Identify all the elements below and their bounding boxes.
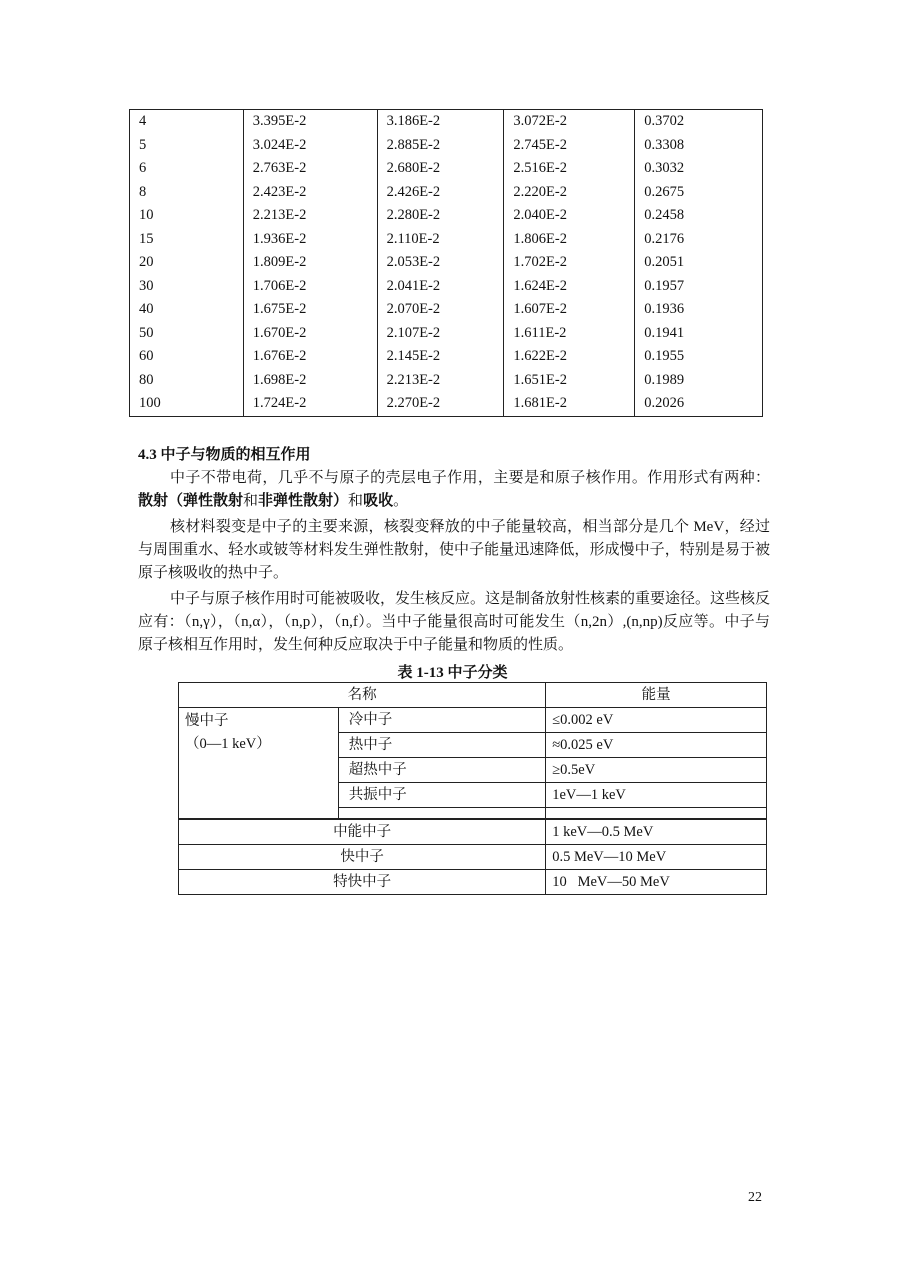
value-cell: 1.706E-2 (243, 275, 377, 299)
paragraph-3 (138, 588, 770, 657)
energy-cell: 80 (130, 369, 244, 393)
energy-cell: 50 (130, 322, 244, 346)
value-cell: 1.670E-2 (243, 322, 377, 346)
slow-neutron-label: 慢中子 (185, 713, 229, 729)
table-caption: 表 1-13 中子分类 (397, 665, 508, 681)
value-cell: 3.186E-2 (377, 110, 504, 134)
slow-neutron-range: （0—1 keV） (185, 736, 271, 752)
energy-cell: 10 (130, 204, 244, 228)
paragraph-1 (138, 467, 770, 513)
table-row (179, 819, 767, 845)
value-cell: 0.3702 (635, 110, 763, 134)
table-row (130, 134, 763, 158)
value-cell: 0.1989 (635, 369, 763, 393)
p1-text: 中子不带电荷，几乎不与原子的壳层电子作用，主要是和原子核作用。作用形式有两种： (170, 470, 770, 486)
value-cell: 1.806E-2 (504, 228, 635, 252)
table-row (130, 110, 763, 134)
value-cell: 2.213E-2 (243, 204, 377, 228)
value-cell: 1.651E-2 (504, 369, 635, 393)
value-cell: 0.2051 (635, 251, 763, 275)
table-row (130, 228, 763, 252)
value-cell: 2.220E-2 (504, 181, 635, 205)
value-cell: 1.724E-2 (243, 392, 377, 416)
slow-row-energy: ≈0.025 eV (546, 733, 767, 758)
value-cell: 0.2675 (635, 181, 763, 205)
value-cell: 1.702E-2 (504, 251, 635, 275)
value-cell: 1.681E-2 (504, 392, 635, 416)
value-cell: 2.426E-2 (377, 181, 504, 205)
value-cell: 0.1957 (635, 275, 763, 299)
table-row (130, 157, 763, 181)
value-cell: 2.885E-2 (377, 134, 504, 158)
value-cell: 2.763E-2 (243, 157, 377, 181)
p1-end: 。 (393, 493, 409, 509)
other-row-name: 中能中子 (179, 819, 546, 845)
value-cell: 1.676E-2 (243, 345, 377, 369)
energy-cell: 40 (130, 298, 244, 322)
value-cell: 3.395E-2 (243, 110, 377, 134)
attenuation-data-table (129, 109, 763, 417)
other-row-energy: 1 keV—0.5 MeV (546, 819, 767, 845)
other-row-name: 快中子 (179, 845, 546, 870)
p1-bold-inelastic: 非弹性散射） (258, 493, 349, 509)
value-cell: 2.516E-2 (504, 157, 635, 181)
energy-cell: 100 (130, 392, 244, 416)
value-cell: 1.809E-2 (243, 251, 377, 275)
spacer-cell (338, 808, 546, 820)
spacer-cell (546, 808, 767, 820)
value-cell: 0.2458 (635, 204, 763, 228)
value-cell: 1.622E-2 (504, 345, 635, 369)
table-row (130, 204, 763, 228)
p1-bold-absorb: 吸收 (363, 493, 394, 509)
value-cell: 2.280E-2 (377, 204, 504, 228)
value-cell: 2.213E-2 (377, 369, 504, 393)
p3-text: 中子与原子核作用时可能被吸收，发生核反应。这是制备放射性核素的重要途径。这些核反应有：（n,γ），（n,α），（n,p），（n,f）。当中子能量很高时可能发生（n,2n）,(n,np)反应等。中子与原子核相互作用时，发生何种反应取决于中子能量和物质的性质。 (138, 591, 771, 653)
other-row-name: 特快中子 (179, 870, 546, 895)
energy-cell: 15 (130, 228, 244, 252)
value-cell: 0.1955 (635, 345, 763, 369)
energy-cell: 6 (130, 157, 244, 181)
neutron-classification-table (178, 682, 767, 895)
slow-row-name: 冷中子 (338, 708, 546, 733)
table-row (130, 392, 763, 416)
table-row (130, 251, 763, 275)
table-row (179, 708, 767, 733)
value-cell: 2.053E-2 (377, 251, 504, 275)
energy-cell: 5 (130, 134, 244, 158)
slow-row-name: 共振中子 (338, 783, 546, 808)
value-cell: 2.040E-2 (504, 204, 635, 228)
value-cell: 0.3032 (635, 157, 763, 181)
slow-row-energy: 1eV—1 keV (546, 783, 767, 808)
slow-row-energy: ≤0.002 eV (546, 708, 767, 733)
other-row-energy: 0.5 MeV—10 MeV (546, 845, 767, 870)
value-cell: 2.110E-2 (377, 228, 504, 252)
energy-cell: 30 (130, 275, 244, 299)
value-cell: 2.107E-2 (377, 322, 504, 346)
value-cell: 1.675E-2 (243, 298, 377, 322)
table-row (130, 322, 763, 346)
header-energy: 能量 (546, 683, 767, 708)
value-cell: 1.698E-2 (243, 369, 377, 393)
table-row (130, 275, 763, 299)
p2-text: 核材料裂变是中子的主要来源，核裂变释放的中子能量较高，相当部分是几个 MeV，经过与周围重水、轻水或铍等材料发生弹性散射，使中子能量迅速降低，形成慢中子，特别是易于被原子核吸收的热中子。 (138, 519, 770, 581)
p1-bold-scatter: 散射（弹性散射 (138, 493, 244, 509)
table-row (130, 345, 763, 369)
energy-cell: 8 (130, 181, 244, 205)
value-cell: 2.270E-2 (377, 392, 504, 416)
table-row (130, 369, 763, 393)
table-row (130, 298, 763, 322)
value-cell: 0.2026 (635, 392, 763, 416)
section-title: 4.3 中子与物质的相互作用 (138, 447, 311, 463)
value-cell: 1.607E-2 (504, 298, 635, 322)
energy-cell: 60 (130, 345, 244, 369)
value-cell: 2.145E-2 (377, 345, 504, 369)
value-cell: 1.611E-2 (504, 322, 635, 346)
value-cell: 3.072E-2 (504, 110, 635, 134)
table-row (179, 845, 767, 870)
value-cell: 0.2176 (635, 228, 763, 252)
table-row (179, 870, 767, 895)
energy-cell: 4 (130, 110, 244, 134)
paragraph-2 (138, 516, 770, 585)
p1-and: 和 (348, 493, 364, 509)
slow-row-energy: ≥0.5eV (546, 758, 767, 783)
value-cell: 2.423E-2 (243, 181, 377, 205)
value-cell: 2.041E-2 (377, 275, 504, 299)
value-cell: 0.3308 (635, 134, 763, 158)
value-cell: 2.070E-2 (377, 298, 504, 322)
p1-mid: 和 (243, 493, 259, 509)
energy-cell: 20 (130, 251, 244, 275)
header-name: 名称 (179, 683, 546, 708)
table-row (130, 181, 763, 205)
slow-row-name: 热中子 (338, 733, 546, 758)
value-cell: 0.1941 (635, 322, 763, 346)
page-number: 22 (748, 1190, 762, 1205)
value-cell: 1.936E-2 (243, 228, 377, 252)
value-cell: 2.680E-2 (377, 157, 504, 181)
value-cell: 0.1936 (635, 298, 763, 322)
value-cell: 2.745E-2 (504, 134, 635, 158)
slow-row-name: 超热中子 (338, 758, 546, 783)
header-row (179, 683, 767, 708)
slow-neutron-cell (179, 708, 339, 820)
value-cell: 1.624E-2 (504, 275, 635, 299)
value-cell: 3.024E-2 (243, 134, 377, 158)
other-row-energy: 10 MeV—50 MeV (546, 870, 767, 895)
